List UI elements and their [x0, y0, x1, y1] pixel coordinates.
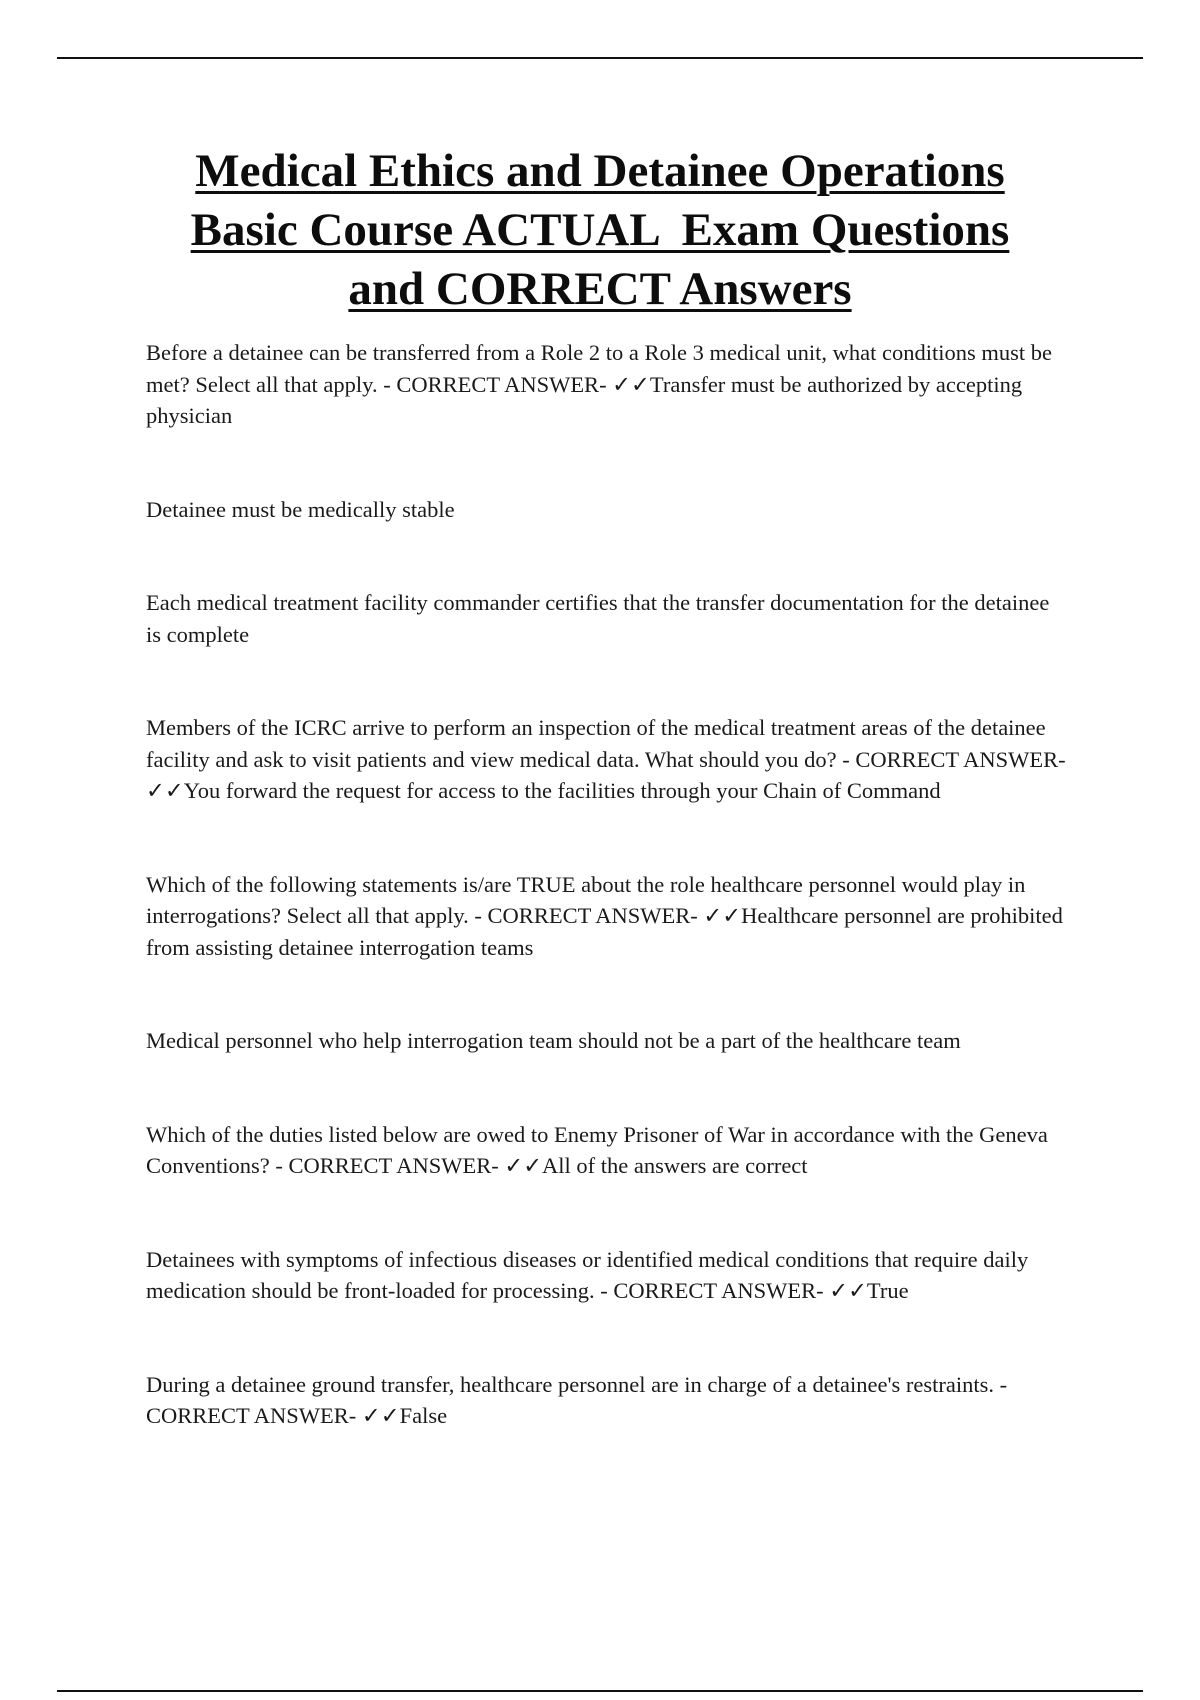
top-rule	[57, 57, 1143, 59]
question-icrc-inspection: Members of the ICRC arrive to perform an inspection of the medical treatment areas of the detainee facility and ask to visit patients and view medical data. What should you do? - CORRECT ANSWER- ✓✓You forward the request for access to the facilities through your Chain of Command	[146, 715, 1066, 803]
answer-documentation-complete: Each medical treatment facility commander certifies that the transfer documentation for the detainee is complete	[146, 590, 1050, 647]
document-body	[146, 337, 1066, 1494]
title-line-1: Medical Ethics and Detainee Operations	[195, 145, 1005, 197]
question-interrogation-role: Which of the following statements is/are TRUE about the role healthcare personnel would play in interrogations? Select all that apply. - CORRECT ANSWER- ✓✓Healthcare personnel are prohibited from assisting detainee interrogation teams	[146, 871, 1063, 960]
title-line-2: Basic Course ACTUAL Exam Questions	[190, 204, 1010, 256]
answer-medically-stable: Detainee must be medically stable	[146, 496, 455, 522]
question-transfer-conditions: Before a detainee can be transferred from a Role 2 to a Role 3 medical unit, what conditions must be met? Select all that apply. - CORRECT ANSWER- ✓✓Transfer must be authorized by accepting physician	[146, 340, 1052, 428]
question-geneva-duties: Which of the duties listed below are owed to Enemy Prisoner of War in accordance with the Geneva Conventions? - CORRECT ANSWER- ✓✓All of the answers are correct	[146, 1121, 1048, 1178]
title-line-3: and CORRECT Answers	[348, 263, 852, 315]
document-title	[100, 142, 1100, 319]
answer-not-part-of-team: Medical personnel who help interrogation team should not be a part of the healthcare team	[146, 1028, 961, 1053]
question-ground-transfer: During a detainee ground transfer, healthcare personnel are in charge of a detainee's restraints. - CORRECT ANSWER- ✓✓False	[146, 1371, 1008, 1428]
question-front-loaded: Detainees with symptoms of infectious diseases or identified medical conditions that require daily medication should be front-loaded for processing. - CORRECT ANSWER- ✓✓True	[146, 1246, 1029, 1303]
bottom-rule	[57, 1690, 1143, 1692]
